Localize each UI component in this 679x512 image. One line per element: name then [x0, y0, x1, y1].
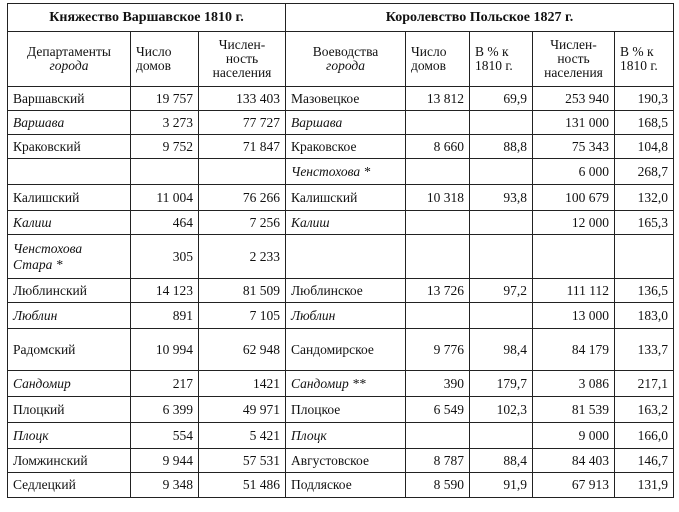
houses-percent: 88,4	[470, 449, 533, 473]
houses-percent	[470, 423, 533, 449]
header-houses-percent: В % к 1810 г.	[470, 32, 533, 87]
city-name-1827: Люблин	[286, 303, 406, 329]
population-1827: 9 000	[533, 423, 615, 449]
title-row	[8, 4, 674, 32]
department-name: Люблинский	[8, 279, 131, 303]
houses-1827: 8 660	[406, 135, 470, 159]
population-1827: 75 343	[533, 135, 615, 159]
houses-percent: 69,9	[470, 87, 533, 111]
houses-percent: 98,4	[470, 329, 533, 371]
table-row	[8, 111, 674, 135]
population-percent: 190,3	[615, 87, 674, 111]
population-percent: 131,9	[615, 473, 674, 498]
voivodeship-name: Краковское	[286, 135, 406, 159]
voivodeship-name: Люблинское	[286, 279, 406, 303]
population-1810: 7 256	[199, 211, 286, 235]
houses-percent: 93,8	[470, 185, 533, 211]
houses-1827	[406, 423, 470, 449]
population-1827: 3 086	[533, 371, 615, 397]
houses-percent: 91,9	[470, 473, 533, 498]
population-1810: 62 948	[199, 329, 286, 371]
population-percent: 166,0	[615, 423, 674, 449]
houses-1827	[406, 303, 470, 329]
population-percent: 132,0	[615, 185, 674, 211]
houses-percent	[470, 111, 533, 135]
houses-1810: 305	[131, 235, 199, 279]
houses-1827: 13 812	[406, 87, 470, 111]
houses-1810: 14 123	[131, 279, 199, 303]
houses-1810: 19 757	[131, 87, 199, 111]
population-1827: 12 000	[533, 211, 615, 235]
header-voivodeships: Воеводства города	[286, 32, 406, 87]
population-1810: 77 727	[199, 111, 286, 135]
table-row	[8, 87, 674, 111]
population-percent: 217,1	[615, 371, 674, 397]
voivodeship-name: Плоцкое	[286, 397, 406, 423]
population-1810: 81 509	[199, 279, 286, 303]
table-row	[8, 135, 674, 159]
department-name: Плоцкий	[8, 397, 131, 423]
city-name-1827: Ченстохова *	[286, 159, 406, 185]
table-row	[8, 397, 674, 423]
houses-percent: 179,7	[470, 371, 533, 397]
table-row	[8, 235, 674, 279]
voivodeship-name: Подляское	[286, 473, 406, 498]
population-percent: 163,2	[615, 397, 674, 423]
population-1810: 133 403	[199, 87, 286, 111]
houses-1810: 217	[131, 371, 199, 397]
houses-1827: 8 590	[406, 473, 470, 498]
table-row	[8, 449, 674, 473]
department-name	[8, 159, 131, 185]
population-1810: 5 421	[199, 423, 286, 449]
houses-1810: 3 273	[131, 111, 199, 135]
houses-percent: 88,8	[470, 135, 533, 159]
population-1827	[533, 235, 615, 279]
houses-1827: 8 787	[406, 449, 470, 473]
department-name: Седлецкий	[8, 473, 131, 498]
houses-percent: 97,2	[470, 279, 533, 303]
department-name: Краковский	[8, 135, 131, 159]
population-percent: 136,5	[615, 279, 674, 303]
table-row	[8, 371, 674, 397]
houses-1827: 6 549	[406, 397, 470, 423]
houses-percent	[470, 211, 533, 235]
city-name: Люблин	[8, 303, 131, 329]
houses-1827	[406, 235, 470, 279]
population-1827: 6 000	[533, 159, 615, 185]
voivodeship-name: Августовское	[286, 449, 406, 473]
population-1827: 81 539	[533, 397, 615, 423]
houses-1827	[406, 111, 470, 135]
population-1810: 57 531	[199, 449, 286, 473]
table-row	[8, 303, 674, 329]
population-1827: 84 179	[533, 329, 615, 371]
houses-1810: 6 399	[131, 397, 199, 423]
houses-1810: 554	[131, 423, 199, 449]
comparison-table	[7, 3, 674, 498]
header-population-1827: Числен- ность населения	[533, 32, 615, 87]
population-percent	[615, 235, 674, 279]
houses-1827: 13 726	[406, 279, 470, 303]
table-row	[8, 423, 674, 449]
population-1810: 49 971	[199, 397, 286, 423]
city-name: Плоцк	[8, 423, 131, 449]
population-1827: 100 679	[533, 185, 615, 211]
department-name: Калишский	[8, 185, 131, 211]
header-departments: Департаменты города	[8, 32, 131, 87]
header-population: Числен- ность населения	[199, 32, 286, 87]
houses-percent	[470, 159, 533, 185]
houses-percent: 102,3	[470, 397, 533, 423]
houses-1810: 10 994	[131, 329, 199, 371]
population-1827: 67 913	[533, 473, 615, 498]
city-name: Ченстохова Стара *	[8, 235, 131, 279]
city-name-1827: Варшава	[286, 111, 406, 135]
population-1810: 51 486	[199, 473, 286, 498]
population-percent: 165,3	[615, 211, 674, 235]
population-percent: 183,0	[615, 303, 674, 329]
population-1827: 253 940	[533, 87, 615, 111]
table-row	[8, 473, 674, 498]
city-name-1827: Калиш	[286, 211, 406, 235]
houses-percent	[470, 303, 533, 329]
population-1810: 71 847	[199, 135, 286, 159]
houses-1810: 9 944	[131, 449, 199, 473]
population-1827: 131 000	[533, 111, 615, 135]
city-name: Калиш	[8, 211, 131, 235]
population-percent: 133,7	[615, 329, 674, 371]
voivodeship-name: Мазовецкое	[286, 87, 406, 111]
houses-percent	[470, 235, 533, 279]
city-name: Варшава	[8, 111, 131, 135]
population-1810: 76 266	[199, 185, 286, 211]
header-houses-1827: Число домов	[406, 32, 470, 87]
houses-1810: 9 348	[131, 473, 199, 498]
houses-1810: 891	[131, 303, 199, 329]
header-houses: Число домов	[131, 32, 199, 87]
table-row	[8, 185, 674, 211]
population-percent: 104,8	[615, 135, 674, 159]
houses-1810: 11 004	[131, 185, 199, 211]
population-1827: 111 112	[533, 279, 615, 303]
department-name: Варшавский	[8, 87, 131, 111]
title-right: Королевство Польское 1827 г.	[286, 4, 674, 32]
population-1827: 13 000	[533, 303, 615, 329]
city-name: Сандомир	[8, 371, 131, 397]
population-percent: 268,7	[615, 159, 674, 185]
voivodeship-name	[286, 235, 406, 279]
population-1810: 1421	[199, 371, 286, 397]
houses-1827	[406, 159, 470, 185]
table-row	[8, 279, 674, 303]
header-row	[8, 32, 674, 87]
city-name-1827: Плоцк	[286, 423, 406, 449]
houses-1827: 9 776	[406, 329, 470, 371]
houses-1810	[131, 159, 199, 185]
houses-1827: 390	[406, 371, 470, 397]
population-percent: 146,7	[615, 449, 674, 473]
population-1810: 2 233	[199, 235, 286, 279]
table-row	[8, 159, 674, 185]
department-name: Ломжинский	[8, 449, 131, 473]
population-1810	[199, 159, 286, 185]
table-row	[8, 211, 674, 235]
table-row	[8, 329, 674, 371]
houses-1810: 9 752	[131, 135, 199, 159]
city-name-1827: Сандомир **	[286, 371, 406, 397]
department-name: Радомский	[8, 329, 131, 371]
title-left: Княжество Варшавское 1810 г.	[8, 4, 286, 32]
voivodeship-name: Калишский	[286, 185, 406, 211]
houses-1827: 10 318	[406, 185, 470, 211]
header-population-percent: В % к 1810 г.	[615, 32, 674, 87]
population-1827: 84 403	[533, 449, 615, 473]
houses-1810: 464	[131, 211, 199, 235]
population-1810: 7 105	[199, 303, 286, 329]
population-percent: 168,5	[615, 111, 674, 135]
houses-1827	[406, 211, 470, 235]
voivodeship-name: Сандомирское	[286, 329, 406, 371]
